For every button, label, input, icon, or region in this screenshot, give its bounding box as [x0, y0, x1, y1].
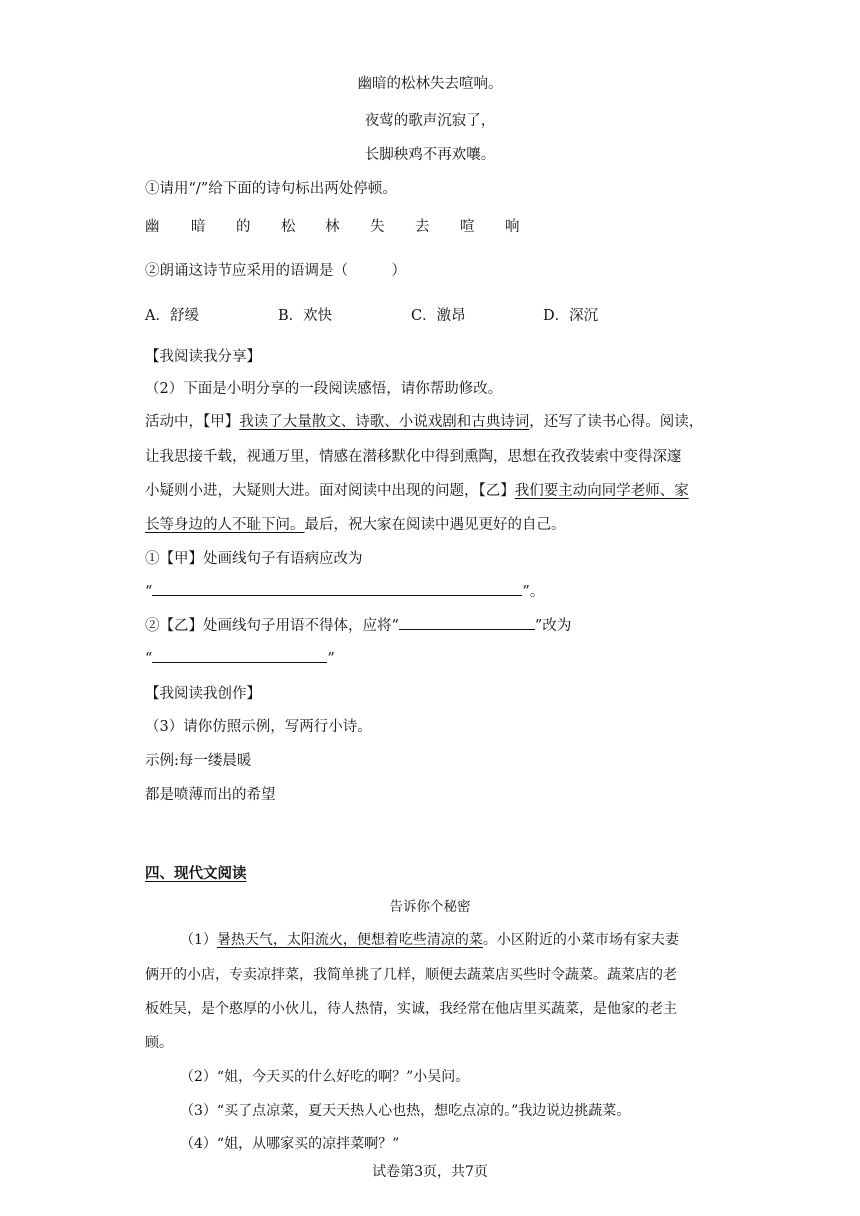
- story-para-1-line-1: [180, 929, 679, 949]
- story-para-1-line-3: 板姓吴，是个憨厚的小伙儿，待人热情，实诚，我经常在他店里买蔬菜，是他家的老主: [145, 1001, 677, 1017]
- poem-char: 去: [415, 219, 430, 235]
- poem-char: 暗: [191, 219, 206, 235]
- question-2-prompt: （2）下面是小明分享的一段阅读感悟，请你帮助修改。: [145, 381, 503, 397]
- answer-line-jia: [145, 580, 544, 601]
- story-para-1-line-4: 顾。: [145, 1035, 173, 1051]
- story-para-2: （2）“姐，今天买的什么好吃的啊？”小吴问。: [180, 1069, 470, 1085]
- passage-text: 小疑则小进，大疑则大进。面对阅读中出现的问题，【乙】: [145, 483, 515, 499]
- answer-blank-yi-revised[interactable]: [152, 648, 327, 663]
- underlined-sentence-jia: 我读了大量散文、诗歌、小说戏剧和古典诗词: [239, 414, 530, 430]
- answer-blank-yi-original[interactable]: [399, 615, 535, 630]
- section-share-heading: 【我阅读我分享】: [145, 349, 261, 365]
- section-4-title: 四、现代文阅读: [145, 865, 247, 882]
- poem-char: 响: [505, 219, 520, 235]
- question-1-sub-2: ②朗诵这诗节应采用的语调是（ ）: [145, 263, 406, 279]
- passage-line-4: [145, 513, 566, 534]
- poem-char: 幽: [145, 219, 160, 235]
- quote-close: ”: [327, 651, 335, 667]
- story-para-4: （4）“姐，从哪家买的凉拌菜啊？”: [180, 1136, 400, 1152]
- quote-open: “: [145, 651, 153, 667]
- passage-line-2: 让我思接千载，视通万里，情感在潜移默化中得到熏陶，思想在孜孜装索中变得深邃: [145, 449, 682, 465]
- para-number: （1）: [180, 932, 217, 948]
- quote-close: ”。: [522, 584, 545, 600]
- passage-line-1: [145, 410, 703, 431]
- question-text: ②【乙】处画线句子用语不得体，应将“: [145, 618, 399, 634]
- passage-text: 最后，祝大家在阅读中遇见更好的自己。: [304, 517, 566, 533]
- question-1-sub-1: ①请用“/”给下面的诗句标出两处停顿。: [145, 181, 397, 197]
- story-para-1-line-2: 俩开的小店，专卖凉拌菜，我简单挑了几样，顺便去蔬菜店买些时令蔬菜。蔬菜店的老: [145, 967, 677, 983]
- question-2-sub-2: [145, 614, 571, 635]
- poem-char: 松: [281, 219, 296, 235]
- answer-line-yi: [145, 648, 335, 667]
- option-a[interactable]: A．舒缓: [145, 308, 199, 324]
- poem-line-2: 夜莺的歌声沉寂了，: [364, 113, 496, 129]
- passage-text: ，还写了读书心得。阅读，: [529, 414, 704, 430]
- poem-char: 的: [236, 219, 251, 235]
- poem-char: 喧: [460, 219, 475, 235]
- question-2-sub-1: ①【甲】处画线句子有语病应改为: [145, 551, 363, 567]
- poem-line-3: 长脚秧鸡不再欢嚷。: [364, 147, 496, 163]
- example-line-2: 都是喷薄而出的希望: [145, 787, 276, 803]
- question-3-prompt: （3）请你仿照示例，写两行小诗。: [145, 719, 372, 735]
- poem-characters-row: [0, 215, 860, 235]
- poem-char: 林: [325, 219, 340, 235]
- quote-open: “: [145, 584, 153, 600]
- example-line-1: 示例:每一缕晨暖: [145, 753, 252, 769]
- passage-line-3: [145, 479, 689, 500]
- page-footer: 试卷第3页，共7页: [372, 1164, 488, 1180]
- option-d[interactable]: D．深沉: [543, 308, 599, 324]
- story-text: 。小区附近的小菜市场有家夫妻: [482, 932, 679, 948]
- story-title: 告诉你个秘密: [389, 899, 471, 915]
- story-para-3: （3）“买了点凉菜，夏天天热人心也热，想吃点凉的。”我边说边挑蔬菜。: [180, 1103, 631, 1119]
- question-text: ”改为: [534, 618, 572, 634]
- underlined-sentence-yi: 我们要主动向同学老师、家: [514, 483, 689, 499]
- option-b[interactable]: B．欢快: [278, 308, 333, 324]
- answer-blank-jia[interactable]: [152, 581, 522, 596]
- section-create-heading: 【我阅读我创作】: [145, 686, 261, 702]
- poem-line-1: 幽暗的松林失去喧响。: [357, 76, 503, 92]
- underlined-sentence-story: 暑热天气，太阳流火，便想着吃些清凉的菜: [216, 932, 483, 948]
- passage-text: 活动中，【甲】: [145, 414, 240, 430]
- underlined-sentence-yi-cont: 长等身边的人不耻下问。: [145, 517, 305, 533]
- poem-char: 失: [370, 219, 385, 235]
- option-c[interactable]: C．激昂: [411, 308, 466, 324]
